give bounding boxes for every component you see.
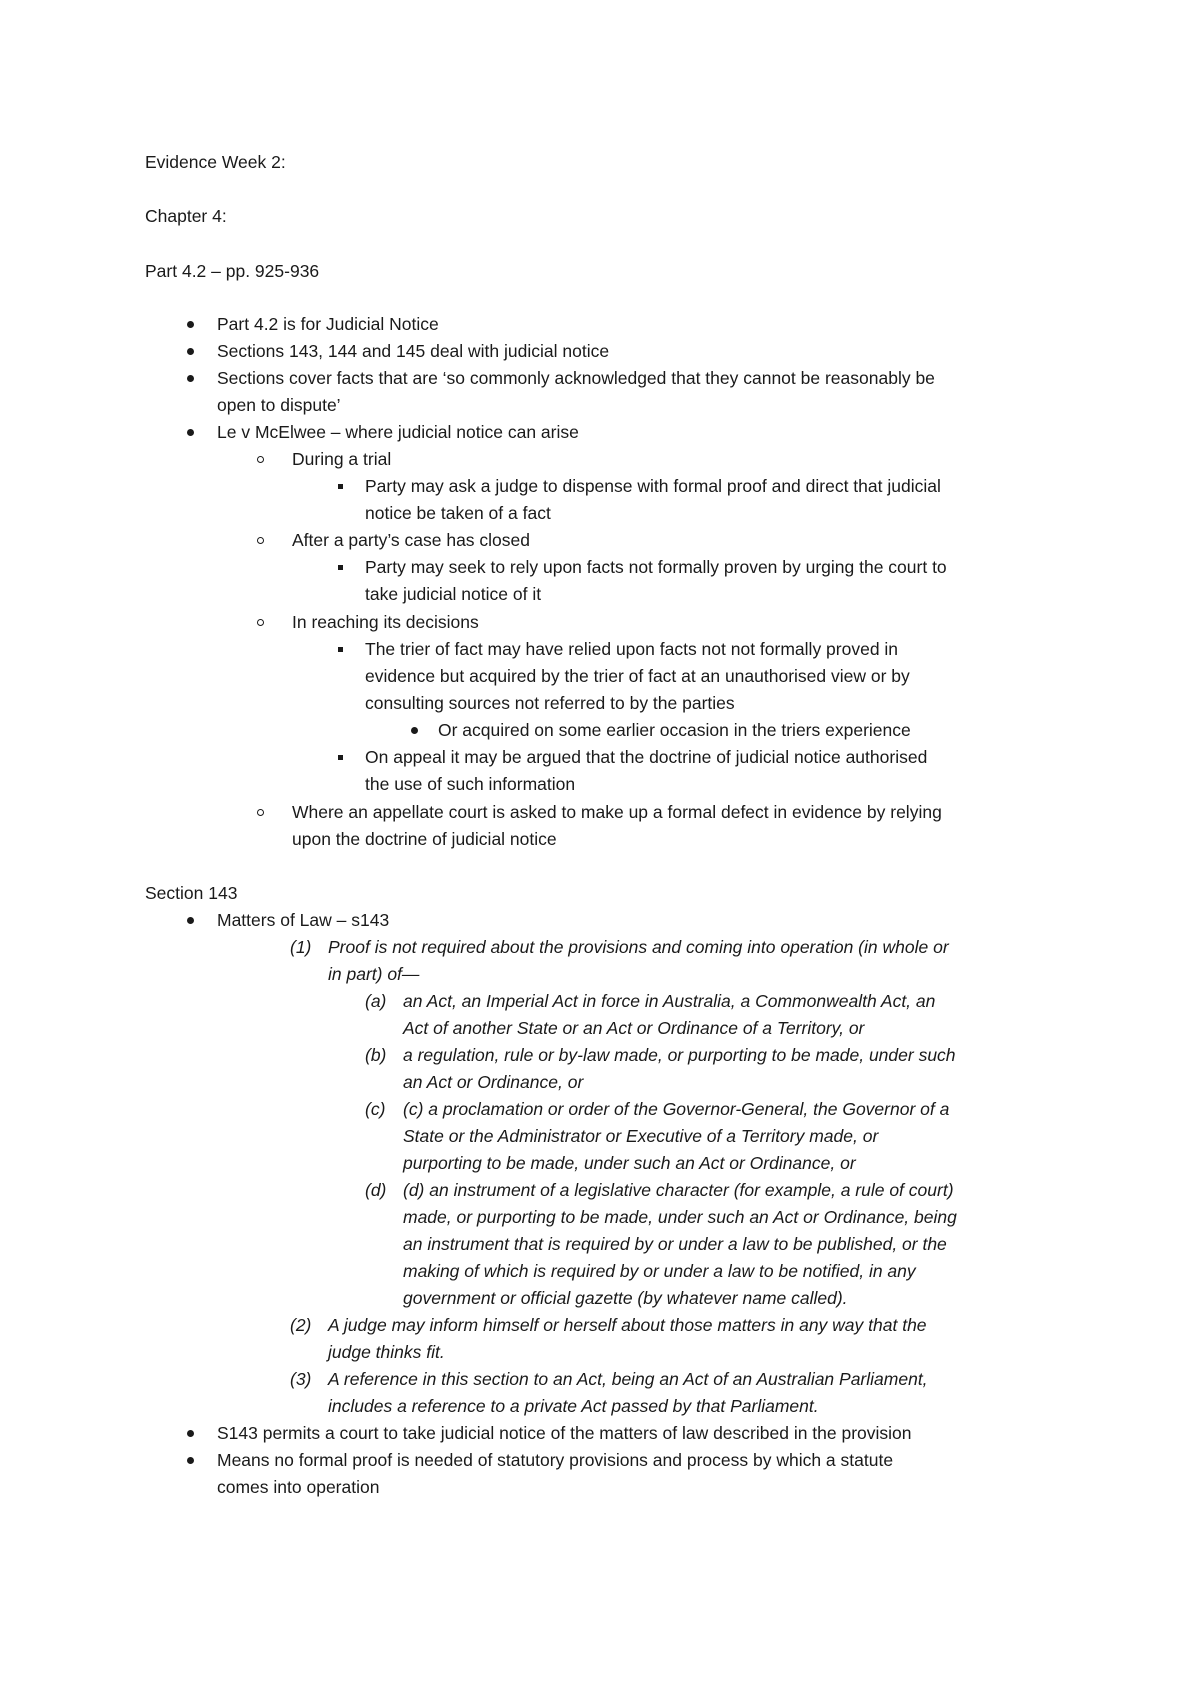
list-item-continuation: evidence but acquired by the trier of fact at an unauthorised view or by bbox=[365, 666, 910, 686]
list-item: S143 permits a court to take judicial notice of the matters of law described in the provision bbox=[217, 1423, 912, 1443]
provision-text: making of which is required by or under a law to be notified, in any bbox=[403, 1261, 916, 1281]
circle-bullet-icon bbox=[257, 456, 264, 463]
list-item: Matters of Law – s143 bbox=[217, 910, 390, 930]
list-item: The trier of fact may have relied upon facts not not formally proved in bbox=[365, 639, 899, 659]
square-bullet-icon bbox=[338, 565, 343, 570]
provision-letter: (c) bbox=[365, 1099, 386, 1119]
provision-text: Proof is not required about the provisions and coming into operation (in whole or bbox=[328, 937, 949, 957]
provision-text: an Act or Ordinance, or bbox=[403, 1072, 584, 1092]
circle-bullet-icon bbox=[257, 537, 264, 544]
section-heading: Section 143 bbox=[145, 883, 238, 903]
circle-bullet-icon bbox=[257, 809, 264, 816]
provision-text: A judge may inform himself or herself about those matters in any way that the bbox=[328, 1315, 927, 1335]
provision-text: Act of another State or an Act or Ordinance of a Territory, or bbox=[403, 1018, 865, 1038]
list-item: Sections cover facts that are ‘so commonly acknowledged that they cannot be reasonably be bbox=[217, 368, 935, 388]
provision-text: a regulation, rule or by-law made, or purporting to be made, under such bbox=[403, 1045, 956, 1065]
provision-text: includes a reference to a private Act passed by that Parliament. bbox=[328, 1396, 819, 1416]
provision-text: made, or purporting to be made, under such an Act or Ordinance, being bbox=[403, 1207, 957, 1227]
list-item: Party may seek to rely upon facts not formally proven by urging the court to bbox=[365, 557, 947, 577]
list-item: In reaching its decisions bbox=[292, 612, 479, 632]
provision-text: judge thinks fit. bbox=[328, 1342, 445, 1362]
list-item: During a trial bbox=[292, 449, 392, 469]
list-item-continuation: upon the doctrine of judicial notice bbox=[292, 829, 557, 849]
provision-number: (2) bbox=[290, 1315, 312, 1335]
provision-text: government or official gazette (by whatever name called). bbox=[403, 1288, 848, 1308]
bullet-icon bbox=[187, 348, 194, 355]
bullet-icon bbox=[411, 727, 418, 734]
bullet-icon bbox=[187, 429, 194, 436]
provision-letter: (d) bbox=[365, 1180, 387, 1200]
bullet-icon bbox=[187, 1430, 194, 1437]
bullet-icon bbox=[187, 321, 194, 328]
square-bullet-icon bbox=[338, 484, 343, 489]
list-item: Means no formal proof is needed of statutory provisions and process by which a statute bbox=[217, 1450, 894, 1470]
list-item: On appeal it may be argued that the doctrine of judicial notice authorised bbox=[365, 747, 928, 767]
provision-text: (c) a proclamation or order of the Governor-General, the Governor of a bbox=[403, 1099, 950, 1119]
list-item: After a party’s case has closed bbox=[292, 530, 530, 550]
list-item-continuation: consulting sources not referred to by the parties bbox=[365, 693, 735, 713]
list-item: Part 4.2 is for Judicial Notice bbox=[217, 314, 439, 334]
provision-text: A reference in this section to an Act, being an Act of an Australian Parliament, bbox=[328, 1369, 928, 1389]
provision-letter: (a) bbox=[365, 991, 387, 1011]
circle-bullet-icon bbox=[257, 619, 264, 626]
bullet-icon bbox=[187, 917, 194, 924]
list-item-continuation: the use of such information bbox=[365, 774, 576, 794]
list-item: Where an appellate court is asked to make up a formal defect in evidence by relying bbox=[292, 802, 942, 822]
list-item-continuation: comes into operation bbox=[217, 1477, 380, 1497]
list-item: Sections 143, 144 and 145 deal with judicial notice bbox=[217, 341, 610, 361]
square-bullet-icon bbox=[338, 647, 343, 652]
provision-text: (d) an instrument of a legislative character (for example, a rule of court) bbox=[403, 1180, 954, 1200]
list-item: Le v McElwee – where judicial notice can arise bbox=[217, 422, 579, 442]
list-item-continuation: notice be taken of a fact bbox=[365, 503, 551, 523]
list-item: Or acquired on some earlier occasion in the triers experience bbox=[438, 720, 911, 740]
list-item-continuation: open to dispute’ bbox=[217, 395, 341, 415]
list-item: Party may ask a judge to dispense with formal proof and direct that judicial bbox=[365, 476, 941, 496]
bullet-icon bbox=[187, 1457, 194, 1464]
document-title: Evidence Week 2: bbox=[145, 152, 286, 172]
bullet-icon bbox=[187, 375, 194, 382]
provision-letter: (b) bbox=[365, 1045, 387, 1065]
provision-text: State or the Administrator or Executive of a Territory made, or bbox=[403, 1126, 879, 1146]
square-bullet-icon bbox=[338, 755, 343, 760]
provision-text: in part) of— bbox=[328, 964, 420, 984]
part-heading: Part 4.2 – pp. 925-936 bbox=[145, 261, 320, 281]
chapter-heading: Chapter 4: bbox=[145, 206, 227, 226]
provision-text: an instrument that is required by or under a law to be published, or the bbox=[403, 1234, 947, 1254]
provision-text: purporting to be made, under such an Act or Ordinance, or bbox=[403, 1153, 856, 1173]
provision-number: (1) bbox=[290, 937, 312, 957]
provision-number: (3) bbox=[290, 1369, 312, 1389]
provision-text: an Act, an Imperial Act in force in Australia, a Commonwealth Act, an bbox=[403, 991, 936, 1011]
list-item-continuation: take judicial notice of it bbox=[365, 584, 542, 604]
